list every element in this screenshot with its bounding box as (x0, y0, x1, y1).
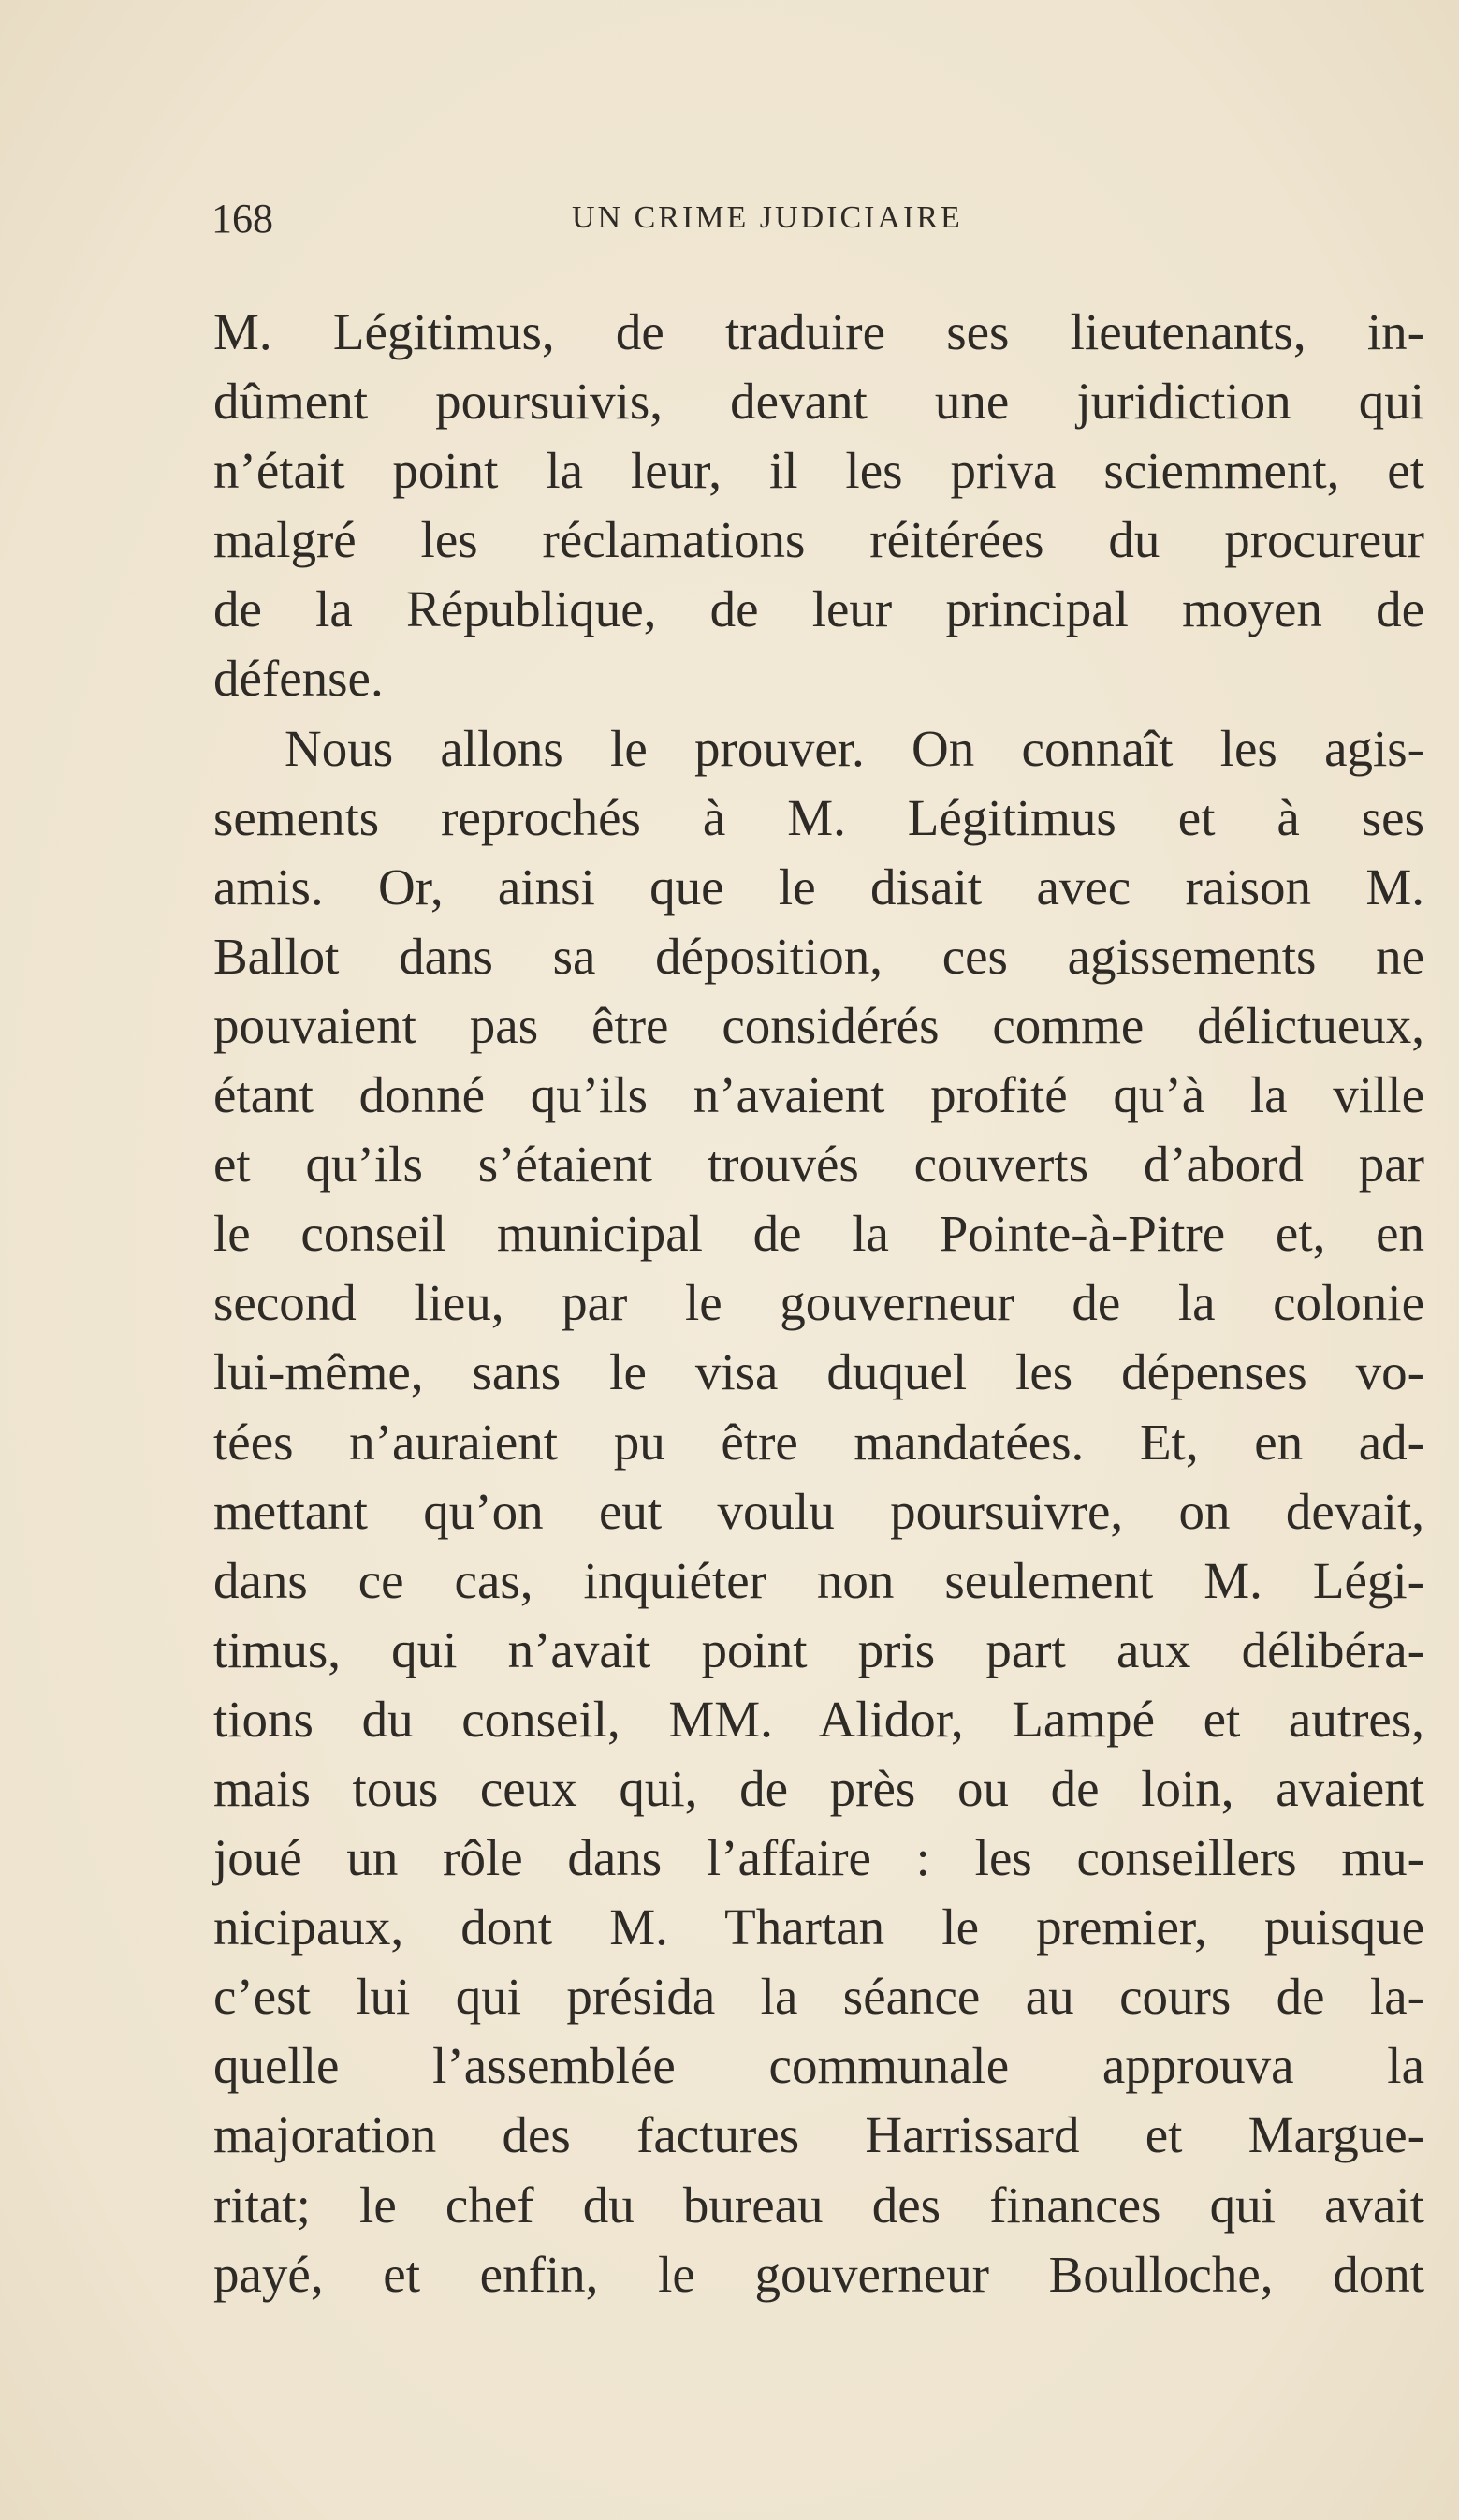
text-line: Ballot dans sa déposition, ces agissements ne (213, 927, 1424, 985)
text-line: le conseil municipal de la Pointe-à-Pitre et, en (213, 1205, 1424, 1263)
text-line: pouvaient pas être considérés comme délictueux, (213, 996, 1424, 1054)
text-line: timus, qui n’avait point pris part aux délibéra- (213, 1620, 1424, 1678)
text-line: majoration des factures Harrissard et Margue- (213, 2106, 1424, 2164)
text-line: quelle l’assemblée communale approuva la (213, 2037, 1424, 2095)
text-line: joué un rôle dans l’affaire : les conseillers mu- (213, 1829, 1424, 1887)
text-line: c’est lui qui présida la séance au cours de la- (213, 1968, 1424, 2026)
running-title: UN CRIME JUDICIAIRE (572, 200, 963, 235)
text-line: tées n’auraient pu être mandatées. Et, en ad- (213, 1413, 1424, 1471)
text-line: ritat; le chef du bureau des finances qui avait (213, 2176, 1424, 2234)
text-line: dûment poursuivis, devant une juridiction qui (213, 373, 1424, 431)
text-line: second lieu, par le gouverneur de la colonie (213, 1274, 1424, 1332)
text-line: et qu’ils s’étaient trouvés couverts d’abord par (213, 1135, 1424, 1194)
text-line: M. Légitimus, de traduire ses lieutenants, in- (213, 303, 1424, 360)
text-line: sements reprochés à M. Légitimus et à ses (213, 788, 1424, 846)
text-line: mettant qu’on eut voulu poursuivre, on devait, (213, 1482, 1424, 1540)
text-line: lui-même, sans le visa duquel les dépenses vo- (213, 1343, 1424, 1401)
text-line: mais tous ceux qui, de près ou de loin, avaient (213, 1759, 1424, 1817)
text-line: n’était point la leur, il les priva sciemment, et (213, 442, 1424, 500)
text-line: dans ce cas, inquiéter non seulement M. Légi- (213, 1551, 1424, 1609)
body-text (213, 298, 1424, 2309)
page-number: 168 (212, 196, 273, 242)
text-line: étant donné qu’ils n’avaient profité qu’à la ville (213, 1066, 1424, 1124)
text-line: Nous allons le prouver. On connaît les agis- (285, 719, 1424, 777)
text-line: amis. Or, ainsi que le disait avec raison M. (213, 857, 1424, 916)
text-line: de la République, de leur principal moyen de (213, 580, 1424, 638)
text-line: défense. (213, 650, 384, 708)
text-line: payé, et enfin, le gouverneur Boulloche, dont (213, 2245, 1424, 2303)
text-line: tions du conseil, MM. Alidor, Lampé et autres, (213, 1690, 1424, 1748)
running-header (212, 195, 1185, 251)
text-line: nicipaux, dont M. Thartan le premier, puisque (213, 1898, 1424, 1956)
text-line: malgré les réclamations réitérées du procureur (213, 511, 1424, 569)
